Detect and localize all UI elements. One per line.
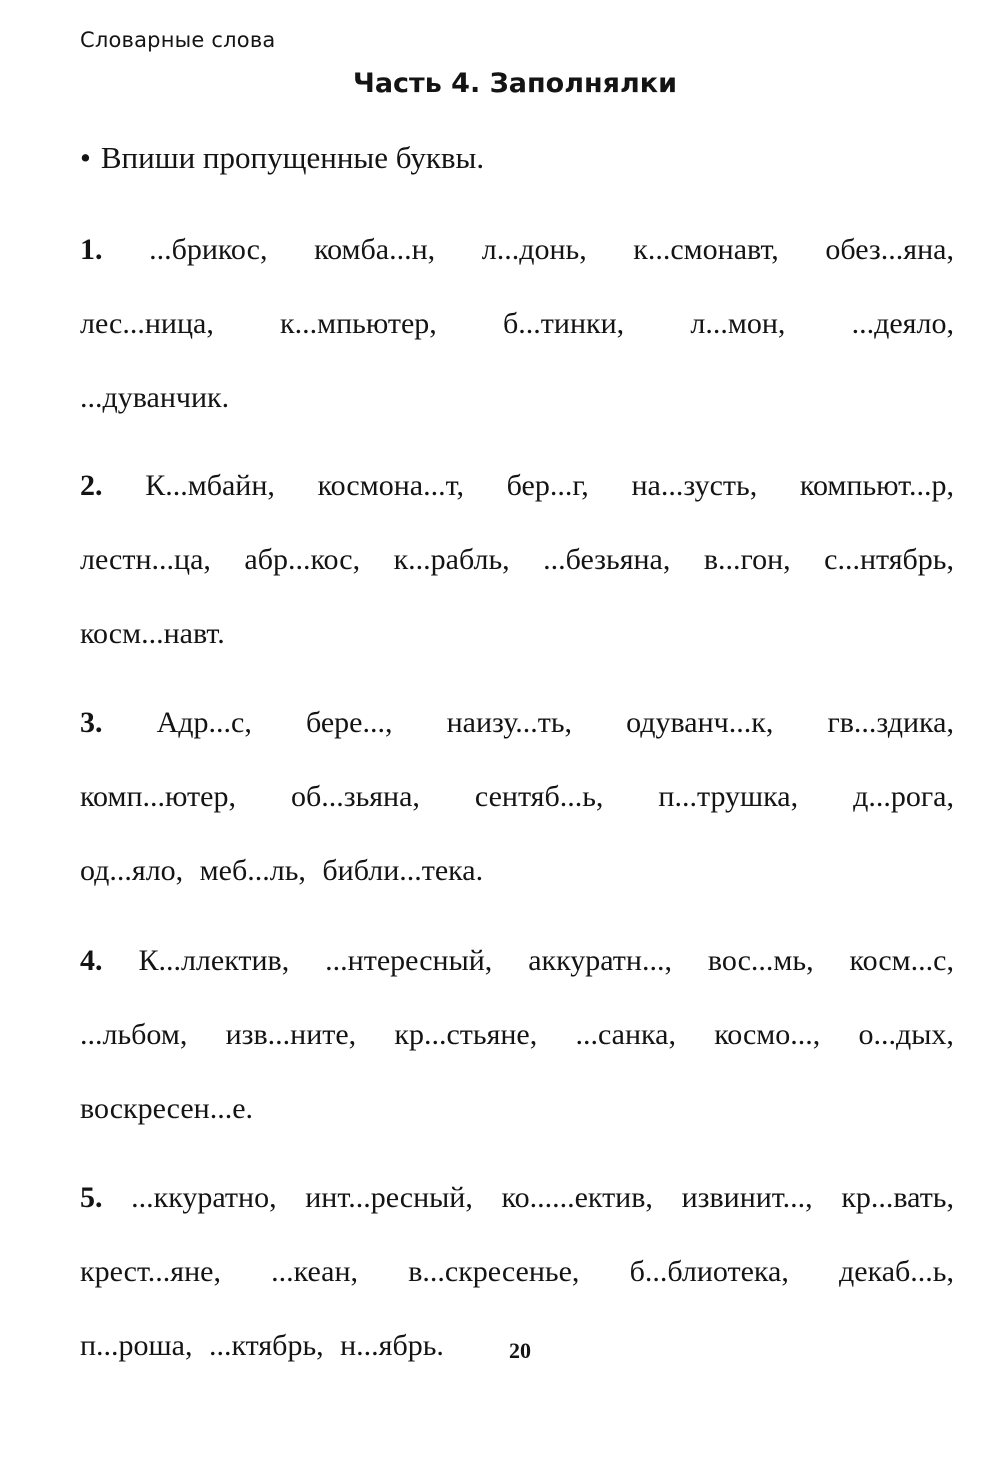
exercise-2 [80,468,954,690]
word: д...рога, [853,780,954,813]
exercise-number: 4. [80,944,103,977]
word: бере..., [305,706,393,739]
word: б...блиотека, [629,1255,789,1288]
word: Адр...с, [156,706,252,739]
page-number: 20 [509,1338,531,1363]
word: извинит..., [681,1181,813,1214]
word: об...зьяна, [290,780,420,813]
word: воскресен...е. [80,1092,254,1125]
word: ...льбом, [80,1018,188,1051]
word: в...скресенье, [408,1255,580,1288]
word: п...роша, [80,1329,193,1362]
word: п...трушка, [658,780,799,813]
word: К...ллектив, [138,944,290,977]
word: крест...яне, [80,1255,221,1288]
exercise-4 [80,943,954,1165]
exercise-3 [80,705,954,927]
word: л...мон, [690,307,786,340]
word: ...брикос, [149,233,268,266]
word: на...зусть, [631,469,758,502]
word: меб...ль, [199,854,306,887]
word: к...рабль, [393,543,510,576]
word: ...ктябрь, [208,1329,324,1362]
instruction [80,140,484,176]
word: обез...яна, [825,233,954,266]
word: инт...ресный, [305,1181,473,1214]
exercise-line [80,468,954,542]
exercise-line [80,1180,954,1254]
instruction-text: Впиши пропущенные буквы. [100,140,485,175]
word: одуванч...к, [626,706,774,739]
word: ...деяло, [851,307,954,340]
word: н...ябрь. [340,1329,444,1362]
word: бер...г, [506,469,589,502]
running-head: Словарные слова [80,28,276,52]
word: компьют...р, [799,469,954,502]
exercise-number: 1. [80,233,103,266]
exercise-line [80,1254,954,1328]
word: вос...мь, [707,944,814,977]
word: од...яло, [80,854,184,887]
word: ...санка, [575,1018,676,1051]
word: ...кеан, [271,1255,359,1288]
word: к...мпьютер, [280,307,437,340]
word: декаб...ь, [839,1255,954,1288]
exercise-5 [80,1180,954,1402]
word: К...мбайн, [145,469,275,502]
exercise-line [80,1091,954,1165]
word: космона...т, [317,469,464,502]
word: наизу...ть, [446,706,573,739]
word: сентяб...ь, [474,780,604,813]
word: ...безьяна, [543,543,671,576]
word: космо..., [714,1018,821,1051]
section-title: Часть 4. Заполнялки [353,68,677,99]
exercise-line [80,616,954,690]
word: кр...стьяне, [394,1018,538,1051]
exercise-line [80,943,954,1017]
exercise-1 [80,232,954,454]
exercise-number: 3. [80,706,103,739]
word: кр...вать, [841,1181,954,1214]
word: аккуратн..., [528,944,672,977]
word: с...нтябрь, [824,543,954,576]
word: косм...с, [849,944,954,977]
exercise-line [80,779,954,853]
exercise-number: 5. [80,1181,103,1214]
word: ...ккуратно, [131,1181,277,1214]
word: лестн...ца, [80,543,211,576]
word: ...нтересный, [325,944,493,977]
exercise-line [80,542,954,616]
word: библи...тека. [322,854,484,887]
word: гв...здика, [827,706,954,739]
word: комба...н, [314,233,436,266]
word: к...смонавт, [633,233,779,266]
word: ...дуванчик. [80,381,230,414]
word: о...дых, [858,1018,954,1051]
exercise-line [80,232,954,306]
word: изв...ните, [225,1018,357,1051]
word: лес...ница, [80,307,214,340]
word: комп...ютер, [80,780,236,813]
exercise-line [80,853,954,927]
word: л...донь, [481,233,587,266]
exercise-line [80,1017,954,1091]
exercise-number: 2. [80,469,103,502]
word: ко......ектив, [501,1181,653,1214]
word: абр...кос, [244,543,361,576]
word: косм...навт. [80,617,225,650]
exercise-line [80,380,954,454]
exercise-line [80,306,954,380]
word: в...гон, [703,543,791,576]
bullet-icon: • [80,140,91,175]
word: б...тинки, [503,307,625,340]
exercise-line [80,705,954,779]
